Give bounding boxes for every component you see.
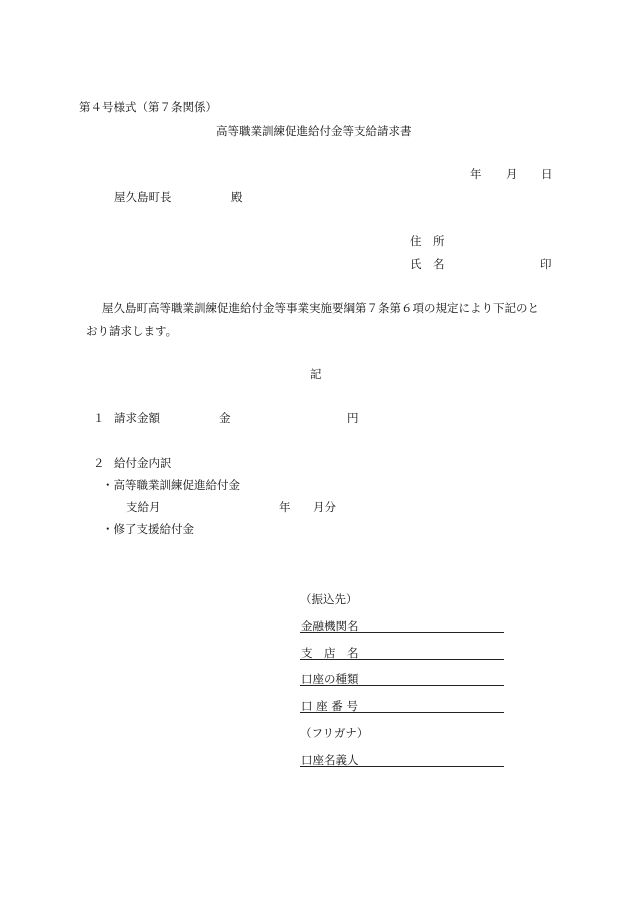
seal-mark: 印 (540, 257, 552, 271)
item-2-label: 給付金内訳 (114, 456, 172, 470)
sub-item-training-allowance: ・高等職業訓練促進給付金 (102, 478, 240, 492)
date-month-label: 月 (506, 167, 518, 181)
account-holder-line (300, 766, 504, 767)
sub-item-completion-allowance: ・修了支援給付金 (102, 522, 194, 536)
account-number-line (300, 712, 504, 713)
account-number-label: 口 座 番 号 (301, 699, 358, 713)
item-1-number: １ (93, 411, 105, 425)
account-type-line (300, 685, 504, 686)
date-day-label: 日 (541, 167, 553, 181)
account-type-label: 口座の種類 (301, 672, 359, 686)
date-year-label: 年 (470, 167, 482, 181)
branch-line (300, 659, 504, 660)
addressee-honorific: 殿 (231, 190, 243, 204)
ki-heading: 記 (310, 367, 322, 381)
body-text-line-2: おり請求します。 (86, 324, 178, 338)
item-2-number: ２ (93, 456, 105, 470)
furigana-label: （フリガナ） (300, 726, 369, 740)
name-label: 氏 名 (410, 257, 445, 271)
form-number: 第４号様式（第７条関係） (79, 100, 217, 114)
bank-name-line (300, 632, 504, 633)
transfer-heading: （振込先） (300, 592, 358, 606)
address-label: 住 所 (410, 234, 445, 248)
bank-name-label: 金融機関名 (301, 619, 359, 633)
pay-month-label: 支給月 (126, 500, 161, 514)
item-1-label: 請求金額 (114, 411, 160, 425)
pay-year-label: 年 (279, 500, 291, 514)
document-title: 高等職業訓練促進給付金等支給請求書 (216, 124, 412, 138)
branch-label: 支 店 名 (301, 646, 359, 660)
account-holder-label: 口座名義人 (301, 753, 359, 767)
amount-unit: 円 (347, 411, 359, 425)
body-text-line-1: 屋久島町高等職業訓練促進給付金等事業実施要綱第７条第６項の規定により下記のと (102, 301, 539, 315)
amount-prefix: 金 (219, 411, 231, 425)
addressee-name: 屋久島町長 (114, 190, 172, 204)
pay-month-suffix: 月分 (313, 500, 336, 514)
